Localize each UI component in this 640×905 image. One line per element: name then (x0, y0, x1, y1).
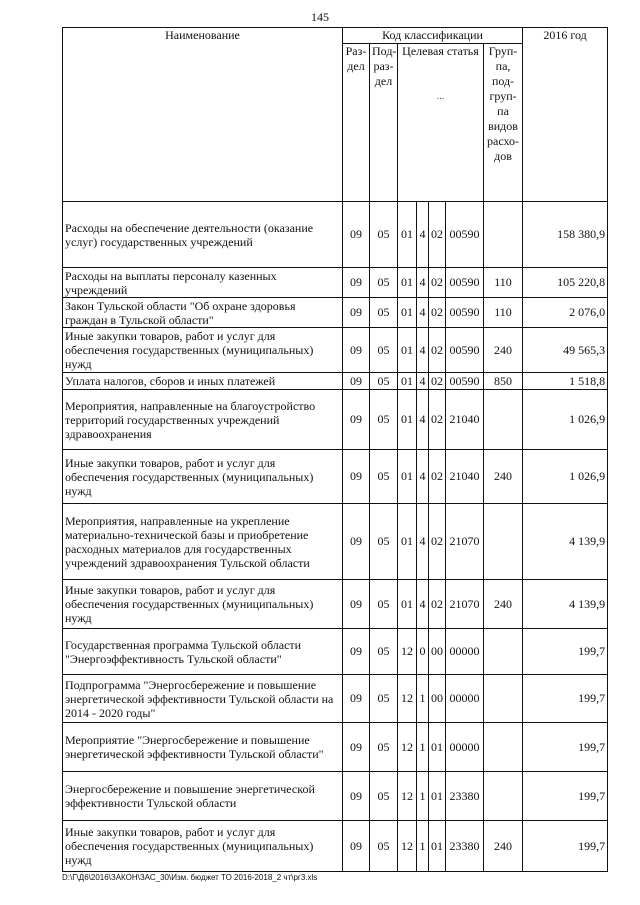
row-t1: 12 (398, 821, 417, 872)
row-vr (484, 772, 523, 821)
row-vr (484, 202, 523, 268)
header-subsection: Под- раз- дел (370, 44, 398, 202)
row-t4: 00000 (446, 675, 484, 723)
row-podrazdel: 05 (370, 772, 398, 821)
row-name: Мероприятие "Энергосбережение и повышение энергетической эффективности Тульской области" (63, 723, 343, 772)
row-t3: 02 (429, 268, 446, 298)
table-row (63, 390, 608, 450)
row-name: Уплата налогов, сборов и иных платежей (63, 373, 343, 390)
row-vr: 850 (484, 373, 523, 390)
row-t3: 00 (429, 629, 446, 675)
table-row (63, 675, 608, 723)
row-t3: 02 (429, 450, 446, 504)
row-razdel: 09 (343, 298, 370, 328)
row-amount: 199,7 (523, 772, 608, 821)
row-podrazdel: 05 (370, 373, 398, 390)
row-t3: 01 (429, 772, 446, 821)
row-razdel: 09 (343, 821, 370, 872)
row-podrazdel: 05 (370, 390, 398, 450)
row-name: Расходы на обеспечение деятельности (оказание услуг) государственных учреждений (63, 202, 343, 268)
row-vr (484, 504, 523, 580)
row-t4: 00590 (446, 202, 484, 268)
row-t1: 01 (398, 202, 417, 268)
row-razdel: 09 (343, 723, 370, 772)
row-t4: 21040 (446, 450, 484, 504)
row-t3: 01 (429, 821, 446, 872)
row-razdel: 09 (343, 450, 370, 504)
row-amount: 4 139,9 (523, 504, 608, 580)
row-t3: 01 (429, 723, 446, 772)
row-razdel: 09 (343, 504, 370, 580)
row-t2: 4 (417, 580, 429, 629)
row-vr: 110 (484, 298, 523, 328)
row-razdel: 09 (343, 629, 370, 675)
row-podrazdel: 05 (370, 821, 398, 872)
row-t1: 01 (398, 450, 417, 504)
row-t4: 23380 (446, 772, 484, 821)
row-t3: 00 (429, 675, 446, 723)
row-name: Иные закупки товаров, работ и услуг для обеспечения государственных (муниципальных) нужд (63, 821, 343, 872)
row-amount: 1 026,9 (523, 450, 608, 504)
row-t3: 02 (429, 373, 446, 390)
row-t2: 4 (417, 268, 429, 298)
row-amount: 1 026,9 (523, 390, 608, 450)
row-t3: 02 (429, 202, 446, 268)
row-razdel: 09 (343, 580, 370, 629)
table-row (63, 580, 608, 629)
row-razdel: 09 (343, 373, 370, 390)
row-t4: 21070 (446, 504, 484, 580)
row-name: Мероприятия, направленные на укрепление материально-технической базы и приобретение расходных материалов для государственных учреждений здравоохранения Тульской области (63, 504, 343, 580)
row-podrazdel: 05 (370, 268, 398, 298)
row-podrazdel: 05 (370, 328, 398, 373)
table-row (63, 629, 608, 675)
row-podrazdel: 05 (370, 504, 398, 580)
table-row (63, 821, 608, 872)
row-t1: 01 (398, 268, 417, 298)
row-amount: 4 139,9 (523, 580, 608, 629)
row-amount: 105 220,8 (523, 268, 608, 298)
row-amount: 158 380,9 (523, 202, 608, 268)
table-row (63, 772, 608, 821)
row-razdel: 09 (343, 268, 370, 298)
row-t1: 12 (398, 723, 417, 772)
row-t1: 12 (398, 772, 417, 821)
row-name: Иные закупки товаров, работ и услуг для обеспечения государственных (муниципальных) нужд (63, 580, 343, 629)
row-t2: 4 (417, 202, 429, 268)
row-vr (484, 390, 523, 450)
row-podrazdel: 05 (370, 723, 398, 772)
header-expense-group: Груп- па, под- груп- па видов расхо- дов (484, 44, 523, 202)
row-t4: 00590 (446, 298, 484, 328)
row-vr: 110 (484, 268, 523, 298)
row-podrazdel: 05 (370, 202, 398, 268)
row-vr (484, 629, 523, 675)
row-t2: 0 (417, 629, 429, 675)
table-row (63, 450, 608, 504)
row-t1: 12 (398, 629, 417, 675)
row-razdel: 09 (343, 328, 370, 373)
row-t2: 1 (417, 675, 429, 723)
table-row (63, 723, 608, 772)
header-code-group: Код классификации (343, 28, 523, 44)
row-t1: 12 (398, 675, 417, 723)
row-t3: 02 (429, 390, 446, 450)
row-amount: 199,7 (523, 723, 608, 772)
row-podrazdel: 05 (370, 298, 398, 328)
row-t4: 00590 (446, 268, 484, 298)
row-t2: 1 (417, 821, 429, 872)
row-amount: 49 565,3 (523, 328, 608, 373)
row-podrazdel: 05 (370, 580, 398, 629)
row-vr: 240 (484, 450, 523, 504)
row-t4: 00590 (446, 373, 484, 390)
row-razdel: 09 (343, 202, 370, 268)
row-name: Закон Тульской области "Об охране здоровья граждан в Тульской области" (63, 298, 343, 328)
table-body (63, 202, 608, 872)
table-row (63, 298, 608, 328)
row-podrazdel: 05 (370, 629, 398, 675)
row-t4: 00000 (446, 723, 484, 772)
row-vr: 240 (484, 580, 523, 629)
row-t1: 01 (398, 390, 417, 450)
table-row (63, 328, 608, 373)
row-t1: 01 (398, 298, 417, 328)
row-razdel: 09 (343, 390, 370, 450)
row-t2: 4 (417, 504, 429, 580)
row-t2: 4 (417, 390, 429, 450)
row-t4: 00590 (446, 328, 484, 373)
row-t2: 1 (417, 723, 429, 772)
row-name: Государственная программа Тульской области "Энергоэффективность Тульской области" (63, 629, 343, 675)
row-vr: 240 (484, 821, 523, 872)
row-t3: 02 (429, 298, 446, 328)
row-razdel: 09 (343, 772, 370, 821)
row-name: Иные закупки товаров, работ и услуг для обеспечения государственных (муниципальных) нужд (63, 450, 343, 504)
row-t3: 02 (429, 504, 446, 580)
header-name: Наименование (63, 28, 343, 202)
row-name: Расходы на выплаты персоналу казенных учреждений (63, 268, 343, 298)
table-row (63, 373, 608, 390)
row-podrazdel: 05 (370, 675, 398, 723)
table-row (63, 202, 608, 268)
row-t2: 4 (417, 373, 429, 390)
row-amount: 1 518,8 (523, 373, 608, 390)
table-row (63, 268, 608, 298)
row-t1: 01 (398, 373, 417, 390)
budget-table (62, 27, 608, 872)
header-target-dots: ... (436, 91, 445, 102)
row-t3: 02 (429, 328, 446, 373)
row-t4: 23380 (446, 821, 484, 872)
row-t4: 21070 (446, 580, 484, 629)
row-name: Энергосбережение и повышение энергетической эффективности Тульской области (63, 772, 343, 821)
row-t1: 01 (398, 504, 417, 580)
header-section: Раз- дел (343, 44, 370, 202)
header-target-label: Целевая статья (402, 44, 479, 58)
row-vr (484, 675, 523, 723)
row-amount: 199,7 (523, 821, 608, 872)
row-t2: 1 (417, 772, 429, 821)
row-amount: 199,7 (523, 675, 608, 723)
row-vr (484, 723, 523, 772)
row-t3: 02 (429, 580, 446, 629)
row-name: Иные закупки товаров, работ и услуг для обеспечения государственных (муниципальных) нужд (63, 328, 343, 373)
row-t2: 4 (417, 328, 429, 373)
file-path-footer: D:\Г\Д6\2016\ЗАКОН\ЗАС_30\Изм. бюджет ТО 2016-2018_2 чт\рг3.xls (62, 873, 318, 882)
row-podrazdel: 05 (370, 450, 398, 504)
row-t4: 00000 (446, 629, 484, 675)
page-number: 145 (311, 10, 329, 24)
row-amount: 199,7 (523, 629, 608, 675)
row-vr: 240 (484, 328, 523, 373)
row-razdel: 09 (343, 675, 370, 723)
table-row (63, 504, 608, 580)
row-t1: 01 (398, 328, 417, 373)
row-t1: 01 (398, 580, 417, 629)
row-t2: 4 (417, 450, 429, 504)
header-target (398, 44, 484, 202)
row-t4: 21040 (446, 390, 484, 450)
row-amount: 2 076,0 (523, 298, 608, 328)
row-name: Мероприятия, направленные на благоустройство территорий государственных учреждений здравоохранения (63, 390, 343, 450)
row-name: Подпрограмма "Энергосбережение и повышение энергетической эффективности Тульской области на 2014 - 2020 годы" (63, 675, 343, 723)
header-year: 2016 год (523, 28, 608, 202)
row-t2: 4 (417, 298, 429, 328)
